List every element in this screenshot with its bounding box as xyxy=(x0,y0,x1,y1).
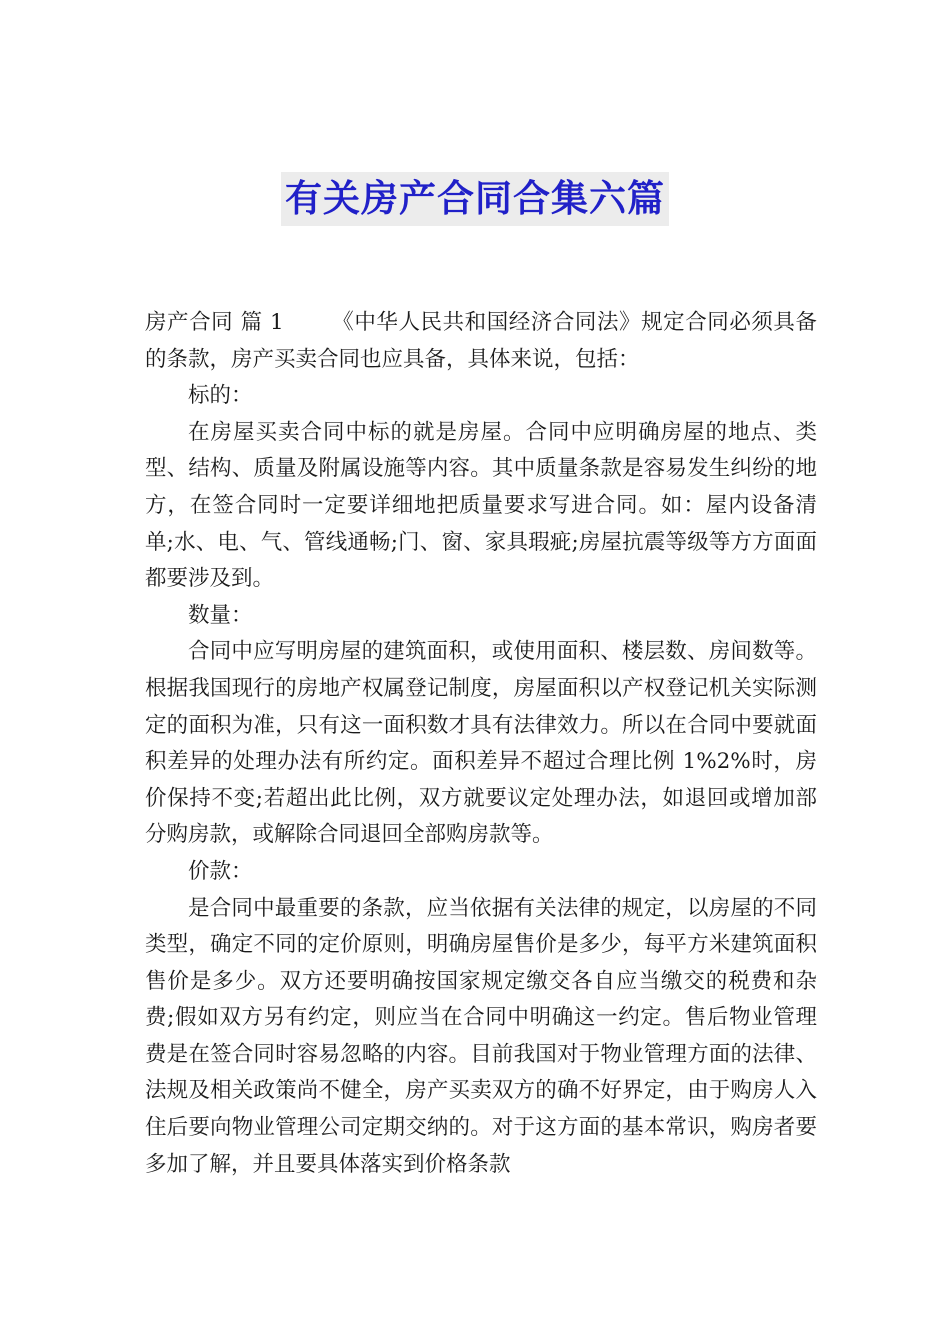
paragraph-quantity: 合同中应写明房屋的建筑面积，或使用面积、楼层数、房间数等。根据我国现行的房地产权属登记制度，房屋面积以产权登记机关实际测定的面积为准，只有这一面积数才具有法律效力。所以在合同中要就面积差异的处理办法有所约定。面积差异不超过合理比例 1%2%时，房价保持不变;若超出此比例，双方就要议定处理办法，如退回或增加部分购房款，或解除合同退回全部购房款等。 xyxy=(145,639,817,848)
title-container xyxy=(0,172,950,226)
intro-text: 《中华人民共和国经济合同法》规定合同必须具备的条款，房产买卖合同也应具备，具体来说，包括： xyxy=(145,310,817,372)
section-label: 房产合同 篇 1 xyxy=(145,310,284,335)
paragraph-price: 是合同中最重要的条款，应当依据有关法律的规定，以房屋的不同类型，确定不同的定价原则，明确房屋售价是多少，每平方米建筑面积售价是多少。双方还要明确按国家规定缴交各自应当缴交的税费和杂费;假如双方另有约定，则应当在合同中明确这一约定。售后物业管理费是在签合同时容易忽略的内容。目前我国对于物业管理方面的法律、法规及相关政策尚不健全，房产买卖双方的确不好界定，由于购房人入住后要向物业管理公司定期交纳的。对于这方面的基本常识，购房者要多加了解，并且要具体落实到价格条款 xyxy=(145,895,817,1177)
heading-price: 价款： xyxy=(188,858,253,884)
heading-quantity: 数量： xyxy=(188,602,253,628)
heading-subject: 标的： xyxy=(188,383,253,409)
document-body xyxy=(145,305,817,1183)
paragraph-subject: 在房屋买卖合同中标的就是房屋。合同中应明确房屋的地点、类型、结构、质量及附属设施等内容。其中质量条款是容易发生纠纷的地方，在签合同时一定要详细地把质量要求写进合同。如：屋内设备清单;水、电、气、管线通畅;门、窗、家具瑕疵;房屋抗震等级等方方面面都要涉及到。 xyxy=(145,419,817,592)
intro-paragraph xyxy=(145,305,817,378)
document-title: 有关房产合同合集六篇 xyxy=(281,172,669,226)
